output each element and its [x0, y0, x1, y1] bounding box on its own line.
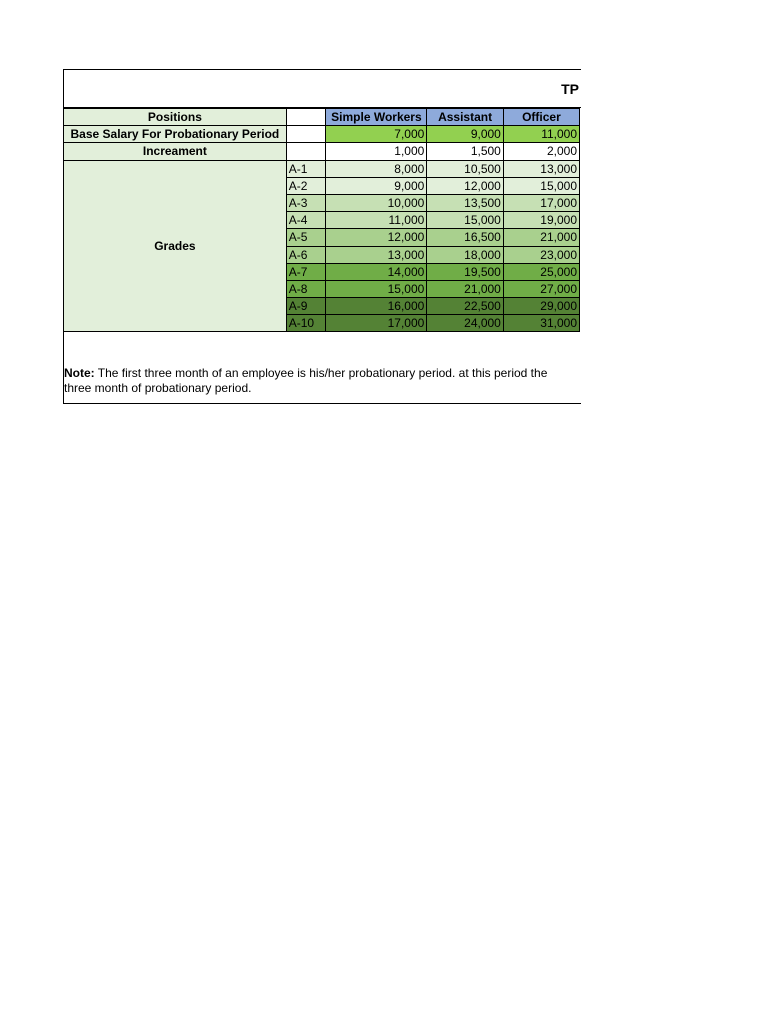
salary-cell: 9,000 — [326, 177, 427, 194]
salary-cell: 19,000 — [503, 212, 579, 229]
grade-code: A-6 — [286, 246, 326, 263]
salary-cell: 16,000 — [326, 298, 427, 315]
grade-code: A-8 — [286, 280, 326, 297]
base-salary-row — [64, 126, 580, 143]
salary-cell: 15,000 — [427, 212, 504, 229]
grade-code: A-10 — [286, 315, 326, 332]
salary-cell: 21,000 — [503, 229, 579, 246]
salary-cell: 17,000 — [503, 194, 579, 211]
salary-cell: 18,000 — [427, 246, 504, 263]
increment-cell: 2,000 — [503, 143, 579, 160]
salary-cell: 23,000 — [503, 246, 579, 263]
header-row — [64, 109, 580, 126]
salary-cell: 11,000 — [326, 212, 427, 229]
salary-cell: 22,500 — [427, 298, 504, 315]
column-header: Officer — [503, 109, 579, 126]
salary-cell: 8,000 — [326, 160, 427, 177]
empty-cell — [286, 126, 326, 143]
base-salary-cell: 11,000 — [503, 126, 579, 143]
salary-cell: 14,000 — [326, 263, 427, 280]
grade-row — [64, 160, 580, 177]
grade-code: A-4 — [286, 212, 326, 229]
salary-cell: 17,000 — [326, 315, 427, 332]
base-salary-cell: 9,000 — [427, 126, 504, 143]
salary-cell: 12,000 — [427, 177, 504, 194]
note-text: The first three month of an employee is his/her probationary period. at this period the — [94, 366, 548, 380]
grade-code: A-1 — [286, 160, 326, 177]
salary-cell: 27,000 — [503, 280, 579, 297]
salary-cell: 25,000 — [503, 263, 579, 280]
salary-cell: 16,500 — [427, 229, 504, 246]
salary-cell: 15,000 — [326, 280, 427, 297]
base-salary-cell: 7,000 — [326, 126, 427, 143]
salary-cell: 24,000 — [427, 315, 504, 332]
salary-cell: 13,000 — [326, 246, 427, 263]
increment-cell: 1,500 — [427, 143, 504, 160]
positions-label: Positions — [64, 109, 287, 126]
salary-cell: 21,000 — [427, 280, 504, 297]
grade-code: A-7 — [286, 263, 326, 280]
spreadsheet — [63, 69, 581, 404]
salary-cell: 19,500 — [427, 263, 504, 280]
base-salary-label: Base Salary For Probationary Period — [64, 126, 287, 143]
salary-cell: 13,500 — [427, 194, 504, 211]
note — [64, 366, 581, 396]
grade-code: A-5 — [286, 229, 326, 246]
salary-cell: 10,500 — [427, 160, 504, 177]
salary-cell: 12,000 — [326, 229, 427, 246]
column-header: Assistant — [427, 109, 504, 126]
grades-label: Grades — [64, 160, 287, 332]
grade-code: A-9 — [286, 298, 326, 315]
empty-cell — [286, 109, 326, 126]
empty-cell — [286, 143, 326, 160]
salary-cell: 15,000 — [503, 177, 579, 194]
salary-cell: 29,000 — [503, 298, 579, 315]
increment-label: Increament — [64, 143, 287, 160]
note-text-continued: three month of probationary period. — [64, 381, 252, 395]
grade-code: A-3 — [286, 194, 326, 211]
salary-cell: 31,000 — [503, 315, 579, 332]
salary-cell: 10,000 — [326, 194, 427, 211]
grade-rows — [64, 160, 580, 332]
increment-row — [64, 143, 580, 160]
salary-table — [63, 108, 580, 332]
sheet-title: TP — [64, 70, 581, 108]
grade-code: A-2 — [286, 177, 326, 194]
increment-cell: 1,000 — [326, 143, 427, 160]
salary-cell: 13,000 — [503, 160, 579, 177]
column-header: Simple Workers — [326, 109, 427, 126]
note-label: Note: — [64, 366, 95, 380]
